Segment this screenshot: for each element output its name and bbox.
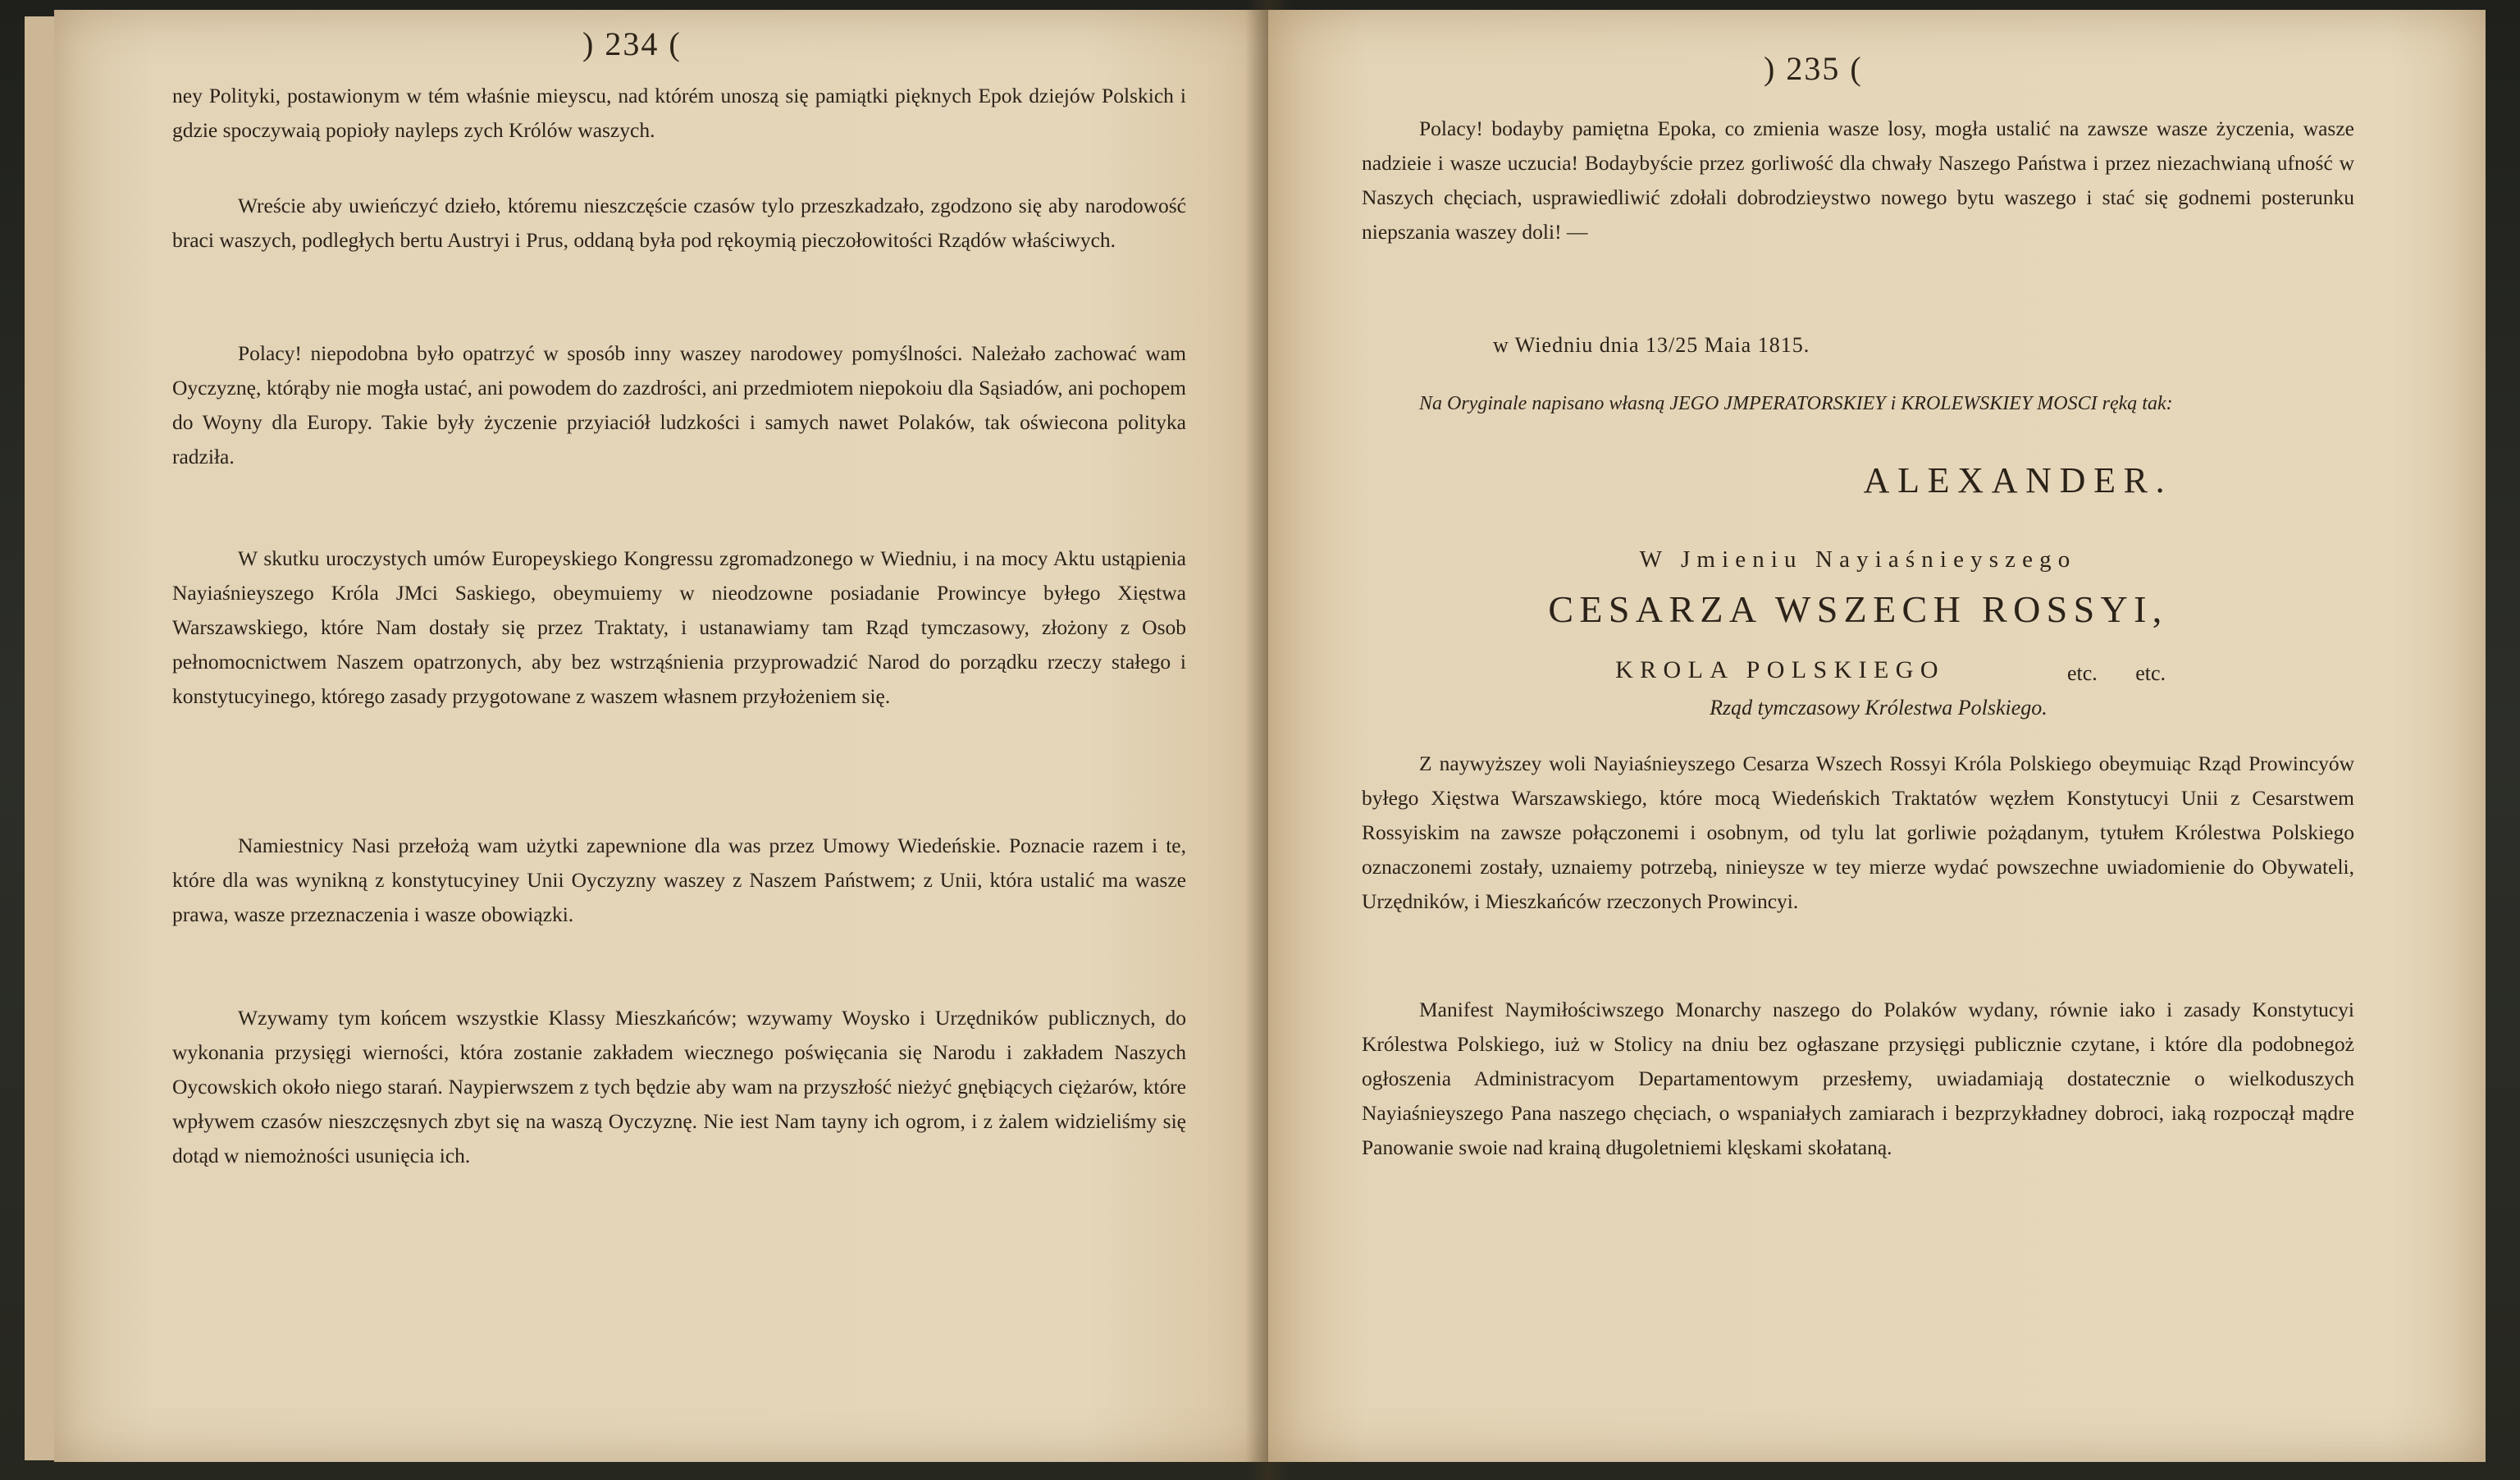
- decree-heading-line3: KROLA POLSKIEGO: [1615, 656, 1945, 683]
- book-edge: [25, 16, 54, 1460]
- signature-alexander: ALEXANDER.: [1863, 460, 2173, 500]
- left-paragraph-2: Wreście aby uwieńczyć dzieło, któremu nieszczęście czasów tylo przeszkadzało, zgodzono się aby narodowość braci waszych, podległych bertu Austryi i Prus, oddaną była pod rękoymią pieczołowitości Rządów właściwych.: [172, 194, 1186, 252]
- right-intro-paragraph: Polacy! bodayby pamiętna Epoka, co zmienia wasze losy, mogła ustalić na zawsze wasze życzenia, wasze nadzieie i wasze uczucia! Bodaybyście przez gorliwość dla chwały Naszego Państwa i przez niezachwianą ufność w Naszych chęciach, usprawiedliwić zdołali dobrodzieystwo nowego bytu waszego i stać się godnemi posterunku niepszania waszey doli! —: [1362, 116, 2354, 244]
- signature-note: Na Oryginale napisano własną JEGO JMPERATORSKIEY i KROLEWSKIEY MOSCI ręką tak:: [1419, 393, 2173, 414]
- left-paragraph-3: Polacy! niepodobna było opatrzyć w sposób inny waszey narodowey pomyślności. Należało zachować wam Oyczyznę, którąby nie mogła ustać, ani powodem do zazdrości, ani przedmiotem niepokoiu dla Sąsiadów, ani pochopem do Woyny dla Europy. Takie były życzenie przyiaciół ludzkości i samych nawet Polaków, tak oświecona polityka radziła.: [172, 341, 1186, 468]
- page-number-left: ) 234 (: [582, 25, 682, 62]
- left-paragraph-6: Wzywamy tym końcem wszystkie Klassy Mieszkańców; wzywamy Woysko i Urzędników publicznych, do wykonania przysięgi wierności, która zostanie zakładem wiecznego poświęcania się Narodu i zakładem Naszych Oycowskich około niego starań. Naypierwszem z tych będzie aby wam na przyszłość nieżyć gnębiących ciężarów, które wpływem czasów nieszczęsnych zbyt się na waszą Oyczyznę. Nie iest Nam tayny ich ogrom, i z żalem widzieliśmy się dotąd w niemożności usunięcia ich.: [172, 1006, 1186, 1167]
- decree-heading-line1: W Jmieniu Nayiaśnieyszego: [1639, 546, 2077, 573]
- decree-heading-etc: etc. etc.: [2066, 661, 2166, 685]
- right-body-paragraph-2: Manifest Naymiłościwszego Monarchy naszego do Polaków wydany, równie iako i zasady Konstytucyi Królestwa Polskiego, iuż w Stolicy na dniu bez ogłaszane przysięgi publicznie czytane, i które dla podobnegoż ogłoszenia Administracyom Departamentowym przesłemy, uwiadamiają dostatecznie o wielkoduszych Nayiaśnieyszego Pana naszego chęciach, o wspaniałych zamiarach i bezprzykładney dobroci, iaką rozpoczął mądre Panowanie swoie nad krainą długoletniemi klęskami skołataną.: [1362, 998, 2354, 1159]
- left-paragraph-4: W skutku uroczystych umów Europeyskiego Kongressu zgromadzonego w Wiedniu, i na mocy Aktu ustąpienia Nayiaśnieyszego Króla JMci Saskiego, obeymuiemy w nieodzowne posiadanie Prowincye byłego Xięstwa Warszawskiego, które Nam dostały się przez Traktaty, i ustanawiamy tam Rząd tymczasowy, złożony z Osob pełnomocnictwem Naszem opatrzonych, aby bez wstrząśnienia przyprowadzić Narod do porządku rzeczy stałego i konstytucyinego, którego zasady przygotowane z waszem własnem przyłożeniem się.: [172, 546, 1186, 708]
- right-body-paragraph-1: Z naywyższey woli Nayiaśnieyszego Cesarza Wszech Rossyi Króla Polskiego obeymuiąc Rząd Prowincyów byłego Xięstwa Warszawskiego, które mocą Wiedeńskich Traktatów węzłem Konstytucyi Unii z Cesarstwem Rossyiskim na zawsze połączonemi i osobnym, od tylu lat gorliwie pożądanym, tytułem Królestwa Polskiego oznaczonemi zostały, uznaiemy potrzebą, ninieysze w tey mierze wydać powszechne uwiadomienie do Obywateli, Urzędników, i Mieszkańców rzeczonych Prowincyi.: [1362, 751, 2354, 913]
- left-paragraph-1: ney Polityki, postawionym w tém właśnie mieyscu, nad którém unoszą się pamiątki pięknych Epok dziejów Polskich i gdzie spoczywaią popioły nayleps zych Królów waszych.: [172, 84, 1186, 142]
- page-number-right: ) 235 (: [1764, 50, 1863, 87]
- date-line: w Wiedniu dnia 13/25 Maia 1815.: [1493, 333, 1810, 357]
- decree-heading-line2: CESARZA WSZECH ROSSYI,: [1548, 588, 2168, 630]
- decree-subheading: Rząd tymczasowy Królestwa Polskiego.: [1710, 696, 2048, 719]
- left-paragraph-5: Namiestnicy Nasi przełożą wam użytki zapewnione dla was przez Umowy Wiedeńskie. Poznacie razem i te, które dla was wynikną z konstytucyiney Unii Oyczyzny waszey z Naszem Państwem; z Unii, która ustalić ma wasze prawa, wasze przeznaczenia i wasze obowiązki.: [172, 834, 1186, 926]
